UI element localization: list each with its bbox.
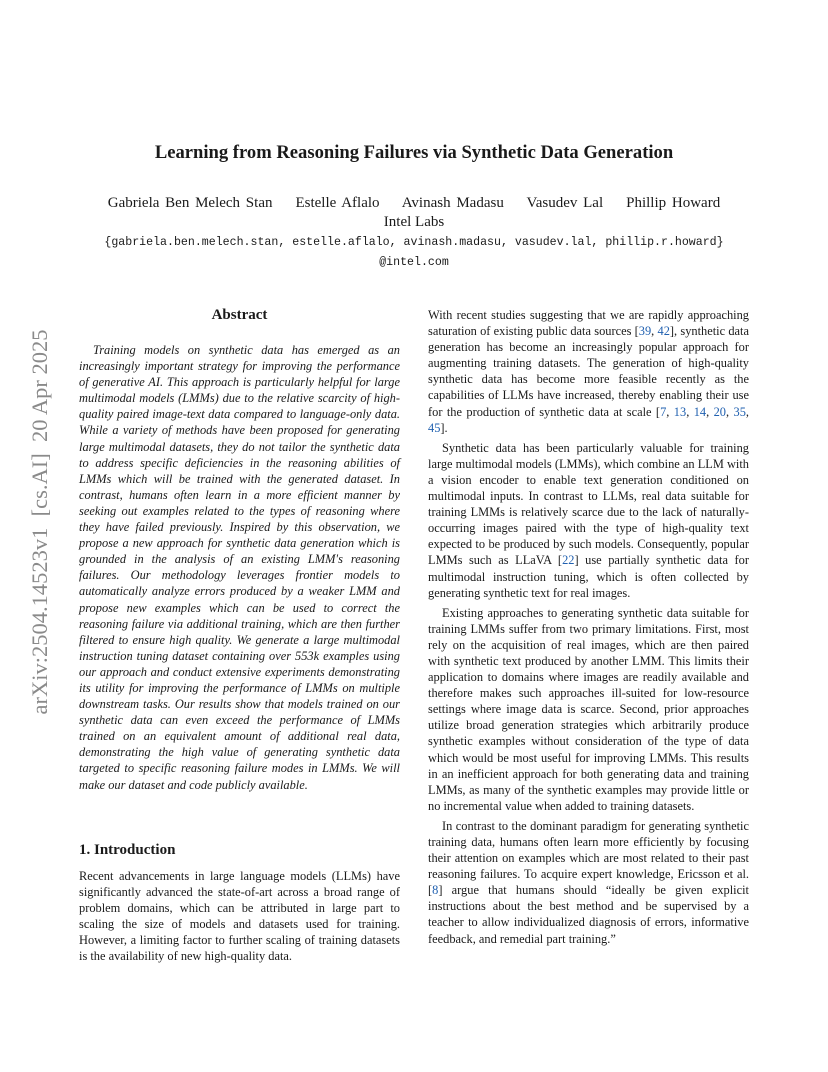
citation-link[interactable]: 35 — [733, 404, 746, 419]
citation-link[interactable]: 20 — [713, 404, 726, 419]
paper-title: Learning from Reasoning Failures via Synthetic Data Generation — [154, 142, 674, 163]
citation-link[interactable]: 39 — [638, 324, 652, 339]
abstract-text: Training models on synthetic data has emerged as an increasingly important strategy for improving the performance of generative AI. This approach is particularly helpful for large multimodal models (LMMs) due to the relative scarcity of high-quality paired image-text data compared to language-only data. While a variety of methods have been proposed for generating large multimodal datasets, they do not tailor the synthetic data to address specific deficiencies in the reasoning abilities of LMMs which will be trained with the generated dataset. In contrast, humans often learn in a more efficient manner by seeking out examples related to the types of reasoning where they have failed previously. Inspired by this observation, we propose a new approach for synthetic data generation which is grounded in the analysis of an existing LMM's reasoning failures. Our methodology leverages frontier models to automatically analyze errors produced by a weaker LMM and propose new examples which can be used to correct the reasoning failure via additional training, which are then further filtered to ensure high quality. We generate a large multimodal instruction tuning dataset containing over 553k examples using our approach and conduct extensive experiments demonstrating its utility for improving the performance of LMMs on multiple downstream tasks. Our results show that models trained on our synthetic data can even exceed the performance of LMMs trained on an equivalent amount of additional real data, demonstrating the high value of generating synthetic data targeted to specific reasoning failure modes in LMMs. We will make our dataset and code publicly available. — [79, 343, 400, 792]
right-column — [428, 307, 749, 951]
paragraph-3: Existing approaches to generating synthetic data suitable for training LMMs suffer from two primary limitations. First, most rely on the acquisition of real images, which are then paired with synthetic text produced by another LMM. This limits their application to domains where images are readily available and therefore makes such approaches ill-suited for low-resource settings where image data is scarce. Second, prior approaches utilize broad generation strategies which arbitrarily produce synthetic examples without consideration of the type of data which would be most useful for improving LMMs. This results in an inefficient approach for both generating data and training LMMs, as many of the synthetic examples may provide little or no incremental value when added to training datasets. — [428, 605, 749, 813]
citation-link[interactable]: 13 — [673, 404, 687, 419]
abstract-heading: Abstract — [211, 307, 268, 323]
citation-link[interactable]: 45 — [428, 420, 441, 435]
citation-link[interactable]: 7 — [660, 404, 667, 419]
email-domain: @intel.com — [379, 256, 449, 269]
intro-paragraph: Recent advancements in large language models (LLMs) have significantly advanced the state-of-art across a broad range of problem domains, which can be attributed in large part to scaling the size of models and datasets used for training. However, a limiting factor to further scaling of training datasets is the availability of new high-quality data. — [79, 869, 400, 964]
citation-link[interactable]: 8 — [432, 883, 439, 898]
author-list: Gabriela Ben Melech Stan Estelle Aflalo Avinash Madasu Vasudev Lal Phillip Howard — [107, 195, 721, 211]
citation-link[interactable]: 42 — [657, 324, 670, 339]
paragraph-4: In contrast to the dominant paradigm for generating synthetic training data, humans often learn more efficiently by focusing their attention on examples which are most related to their past reasoning failures. To acquire expert knowledge, Ericsson et al. [8] argue that humans should “ideally be given explicit instructions about the best method and be supervised by a teacher to allow individualized diagnosis of errors, informative feedback, and remedial part training.” — [428, 818, 749, 946]
paragraph-1: With recent studies suggesting that we are rapidly approaching saturation of existing public data sources [39, 42], synthetic data generation has become an increasingly popular approach for augmenting training datasets. The generation of high-quality synthetic data has become more feasible recently as the capabilities of LLMs have increased, thereby enabling their use for the production of synthetic data at scale [7, 13, 14, 20, 35, 45]. — [428, 308, 750, 435]
citation-link[interactable]: 22 — [562, 553, 575, 568]
citation-link[interactable]: 14 — [693, 404, 707, 419]
affiliation: Intel Labs — [383, 214, 445, 230]
section-heading-introduction: 1. Introduction — [79, 842, 176, 858]
author-emails: {gabriela.ben.melech.stan, estelle.aflalo, avinash.madasu, vasudev.lal, phillip.r.howard} — [104, 236, 724, 249]
paragraph-2: Synthetic data has been particularly valuable for training large multimodal models (LMMs), which combine an LLM with a vision encoder to enable text generation conditioned on multimodal inputs. In contrast to LLMs, real data suitable for training LMMs is relatively scarce due to the lack of naturally-occurring images paired with the type of high-quality text expected to be produced by such models. Consequently, popular LMMs such as LLaVA [22] use partially synthetic data for multimodal instruction tuning, which is often collected by generating synthetic text for real images. — [428, 440, 749, 600]
arxiv-stamp: arXiv:2504.14523v1 [cs.AI] 20 Apr 2025 — [27, 329, 52, 715]
